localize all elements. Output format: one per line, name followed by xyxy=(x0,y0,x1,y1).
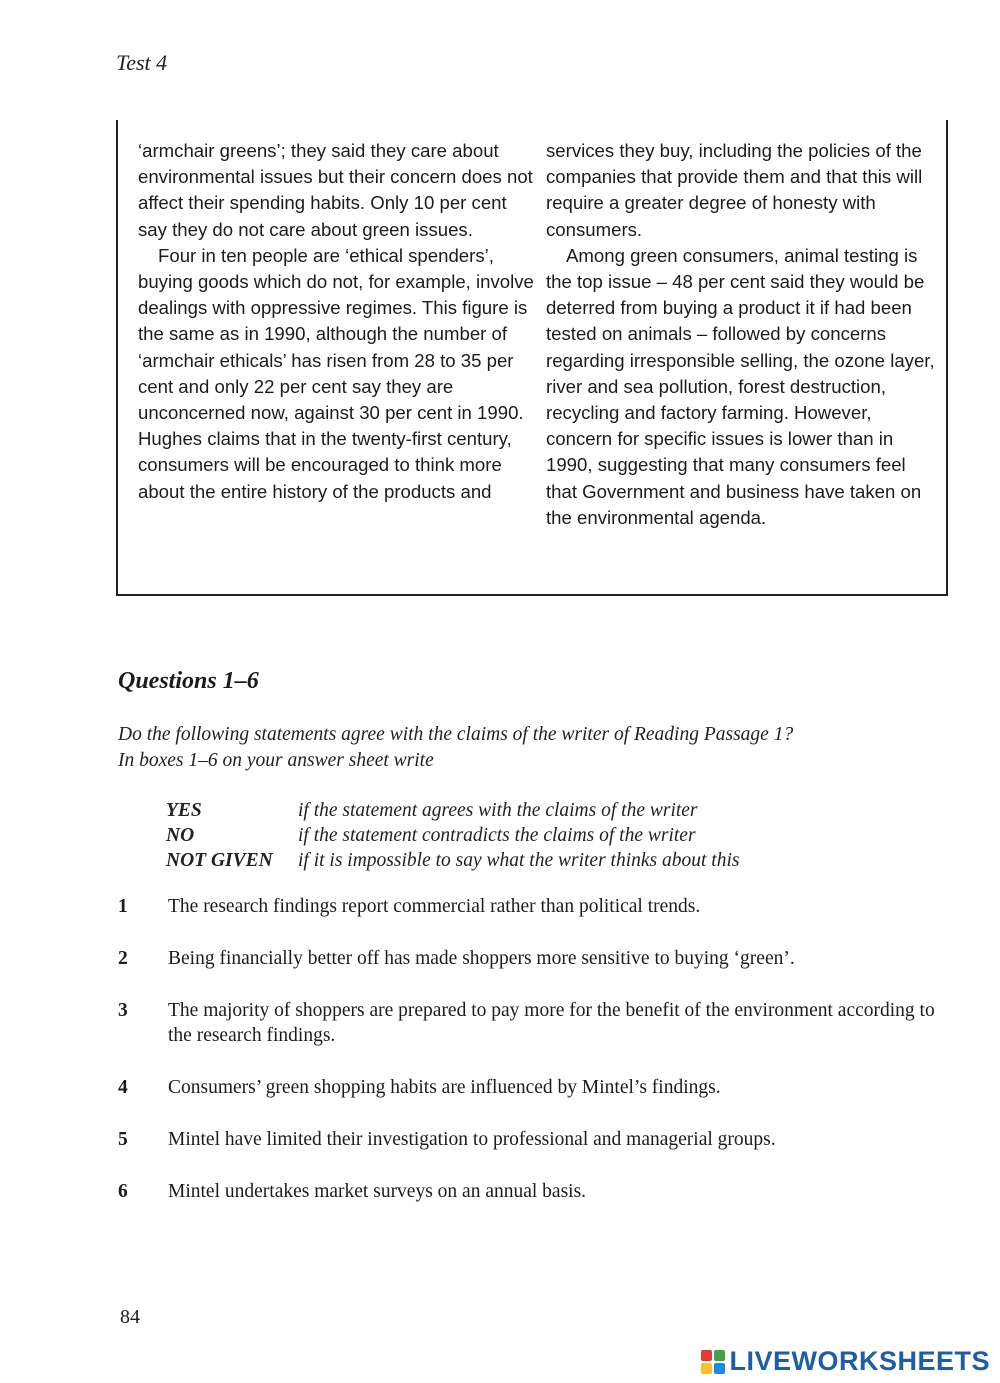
left-paragraph: ‘armchair greens’; they said they care about environmental issues but their concern does not affect their spending habits. Only 10 per cent say they do not care about green issues. xyxy=(138,140,533,240)
page-number: 84 xyxy=(120,1306,140,1328)
questions-heading: Questions 1–6 xyxy=(118,668,259,694)
passage-right-column xyxy=(546,138,938,531)
legend-description: if it is impossible to say what the writer thinks about this xyxy=(298,850,740,871)
question-number: 1 xyxy=(118,896,128,917)
question-text: The research findings report commercial rather than political trends. xyxy=(168,896,701,917)
logo-square xyxy=(714,1350,725,1361)
page-label: Test 4 xyxy=(116,50,168,75)
question-item xyxy=(118,946,958,971)
legend-row xyxy=(166,798,866,823)
question-text: Consumers’ green shopping habits are influenced by Mintel’s findings. xyxy=(168,1077,721,1098)
question-number: 2 xyxy=(118,948,128,969)
legend-row xyxy=(166,848,866,873)
question-item xyxy=(118,1127,958,1152)
question-text: Being financially better off has made shoppers more sensitive to buying ‘green’. xyxy=(168,948,795,969)
logo-square xyxy=(701,1363,712,1374)
logo-square xyxy=(714,1363,725,1374)
instruction-line-1: Do the following statements agree with the claims of the writer of Reading Passage 1? xyxy=(118,724,794,745)
answer-legend xyxy=(166,798,866,873)
question-number: 3 xyxy=(118,1000,128,1021)
question-item xyxy=(118,894,958,919)
legend-description: if the statement agrees with the claims of the writer xyxy=(298,800,698,821)
question-item xyxy=(118,1075,958,1100)
question-number: 4 xyxy=(118,1077,128,1098)
question-number: 6 xyxy=(118,1181,128,1202)
legend-description: if the statement contradicts the claims of the writer xyxy=(298,825,696,846)
instruction-line-2: In boxes 1–6 on your answer sheet write xyxy=(118,750,434,771)
legend-key: NOT GIVEN xyxy=(166,850,273,871)
question-number: 5 xyxy=(118,1129,128,1150)
instructions xyxy=(118,722,918,774)
question-list xyxy=(118,894,958,1231)
legend-row xyxy=(166,823,866,848)
liveworksheets-logo-icon xyxy=(701,1350,725,1374)
legend-key: NO xyxy=(166,825,195,846)
left-paragraph: Four in ten people are ‘ethical spenders’, buying goods which do not, for example, involve dealings with oppressive regimes. This figure is the same as in 1990, although the number of ‘armchair ethicals’ has risen from 28 to 35 per cent and only 22 per cent say they are unconcerned now, against 30 per cent in 1990. Hughes claims that in the twenty-first century, consumers will be encouraged to think more about the entire history of the products and xyxy=(138,244,534,502)
right-paragraph: Among green consumers, animal testing is the top issue – 48 per cent said they would be deterred from buying a product it if had been tested on animals – followed by concerns regarding irresponsible selling, the ozone layer, river and sea pollution, forest destruction, recycling and factory farming. However, concern for specific issues is lower than in 1990, suggesting that many consumers feel that Government and business have taken on the environmental agenda. xyxy=(546,244,935,528)
legend-key: YES xyxy=(166,800,202,821)
question-item xyxy=(118,998,958,1048)
watermark-text: LIVEWORKSHEETS xyxy=(729,1346,990,1376)
question-item xyxy=(118,1179,958,1204)
watermark xyxy=(701,1346,990,1377)
question-text: Mintel have limited their investigation to professional and managerial groups. xyxy=(168,1129,776,1150)
passage-box xyxy=(116,120,948,596)
right-paragraph: services they buy, including the policies of the companies that provide them and that this will require a greater degree of honesty with consumers. xyxy=(546,140,923,240)
logo-square xyxy=(701,1350,712,1361)
question-text: The majority of shoppers are prepared to pay more for the benefit of the environment according to the research findings. xyxy=(168,1000,935,1046)
passage-left-column xyxy=(138,138,538,505)
question-text: Mintel undertakes market surveys on an annual basis. xyxy=(168,1181,587,1202)
